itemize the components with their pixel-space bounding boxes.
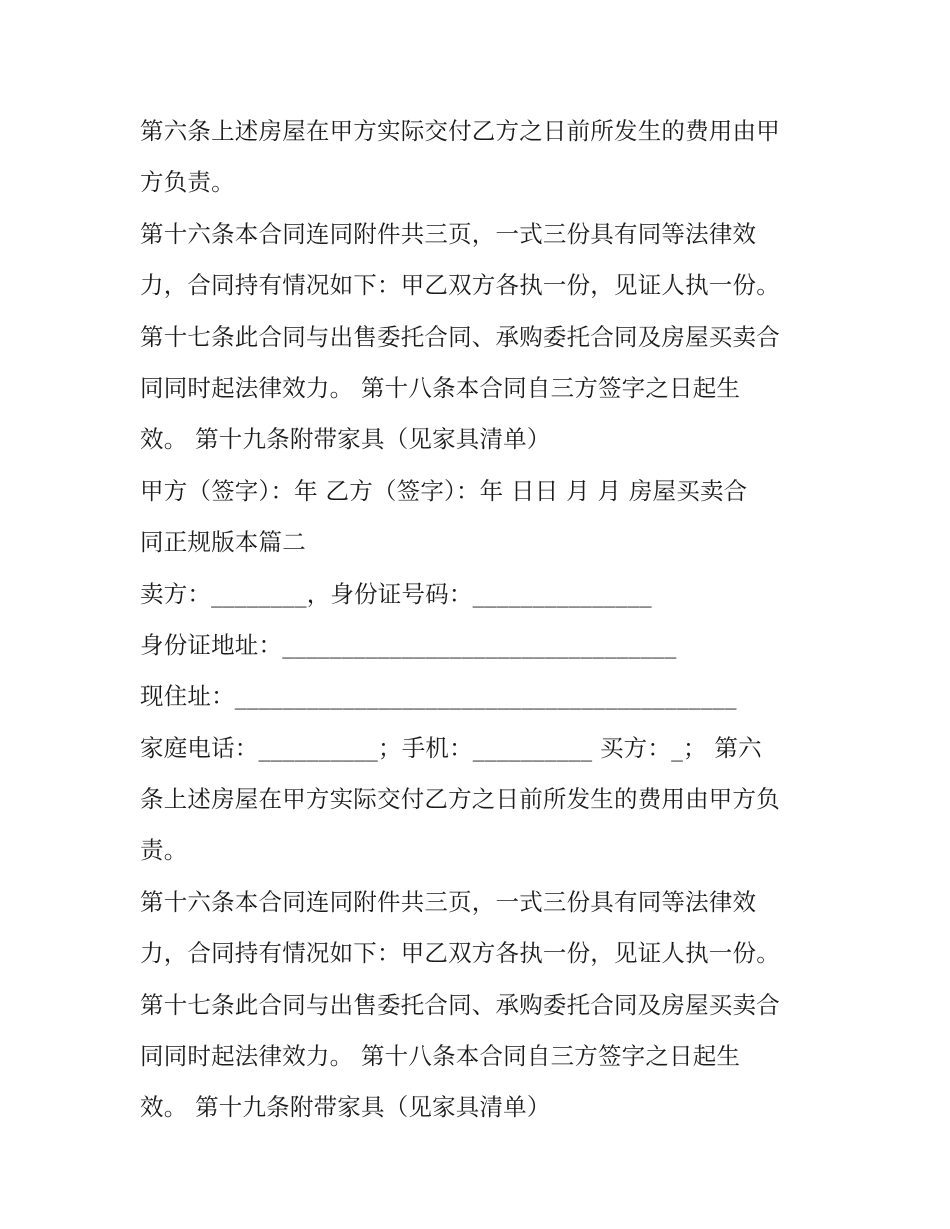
text-line: 第十七条此合同与出售委托合同、承购委托合同及房屋买卖合 (140, 990, 780, 1019)
text-line: 第十七条此合同与出售委托合同、承购委托合同及房屋买卖合 (140, 322, 780, 351)
section-title-line: 同正规版本篇二 (140, 528, 306, 557)
text-line: 效。 第十九条附带家具（见家具清单） (140, 425, 551, 454)
document-body (140, 106, 820, 1134)
text-line: 第十六条本合同连同附件共三页，一式三份具有同等法律效 (140, 887, 757, 916)
signature-line: 甲方（签字）：年 乙方（签字）：年 日日 月 月 房屋买卖合 (140, 476, 748, 505)
text-line: 同同时起法律效力。 第十八条本合同自三方签字之日起生 (140, 373, 741, 402)
text-line: 力，合同持有情况如下：甲乙双方各执一份，见证人执一份。 (140, 939, 780, 968)
text-line: 责。 (140, 836, 188, 865)
text-line: 第十六条本合同连同附件共三页，一式三份具有同等法律效 (140, 219, 757, 248)
seller-info-line: 卖方：________，身份证号码：_______________ (140, 579, 652, 608)
text-line: 第六条上述房屋在甲方实际交付乙方之日前所发生的费用由甲 (140, 117, 780, 145)
text-line: 方负责。 (140, 168, 235, 197)
text-line: 效。 第十九条附带家具（见家具清单） (140, 1093, 551, 1122)
text-line: 同同时起法律效力。 第十八条本合同自三方签字之日起生 (140, 1042, 741, 1071)
text-line: 力，合同持有情况如下：甲乙双方各执一份，见证人执一份。 (140, 271, 780, 300)
phone-line: 家庭电话：__________；手机：__________ 买方：_； 第六 (140, 733, 762, 762)
id-address-line: 身份证地址：_________________________________ (140, 630, 677, 659)
text-line: 条上述房屋在甲方实际交付乙方之日前所发生的费用由甲方负 (140, 785, 780, 814)
current-address-line: 现住址：__________________________________________ (140, 682, 737, 711)
